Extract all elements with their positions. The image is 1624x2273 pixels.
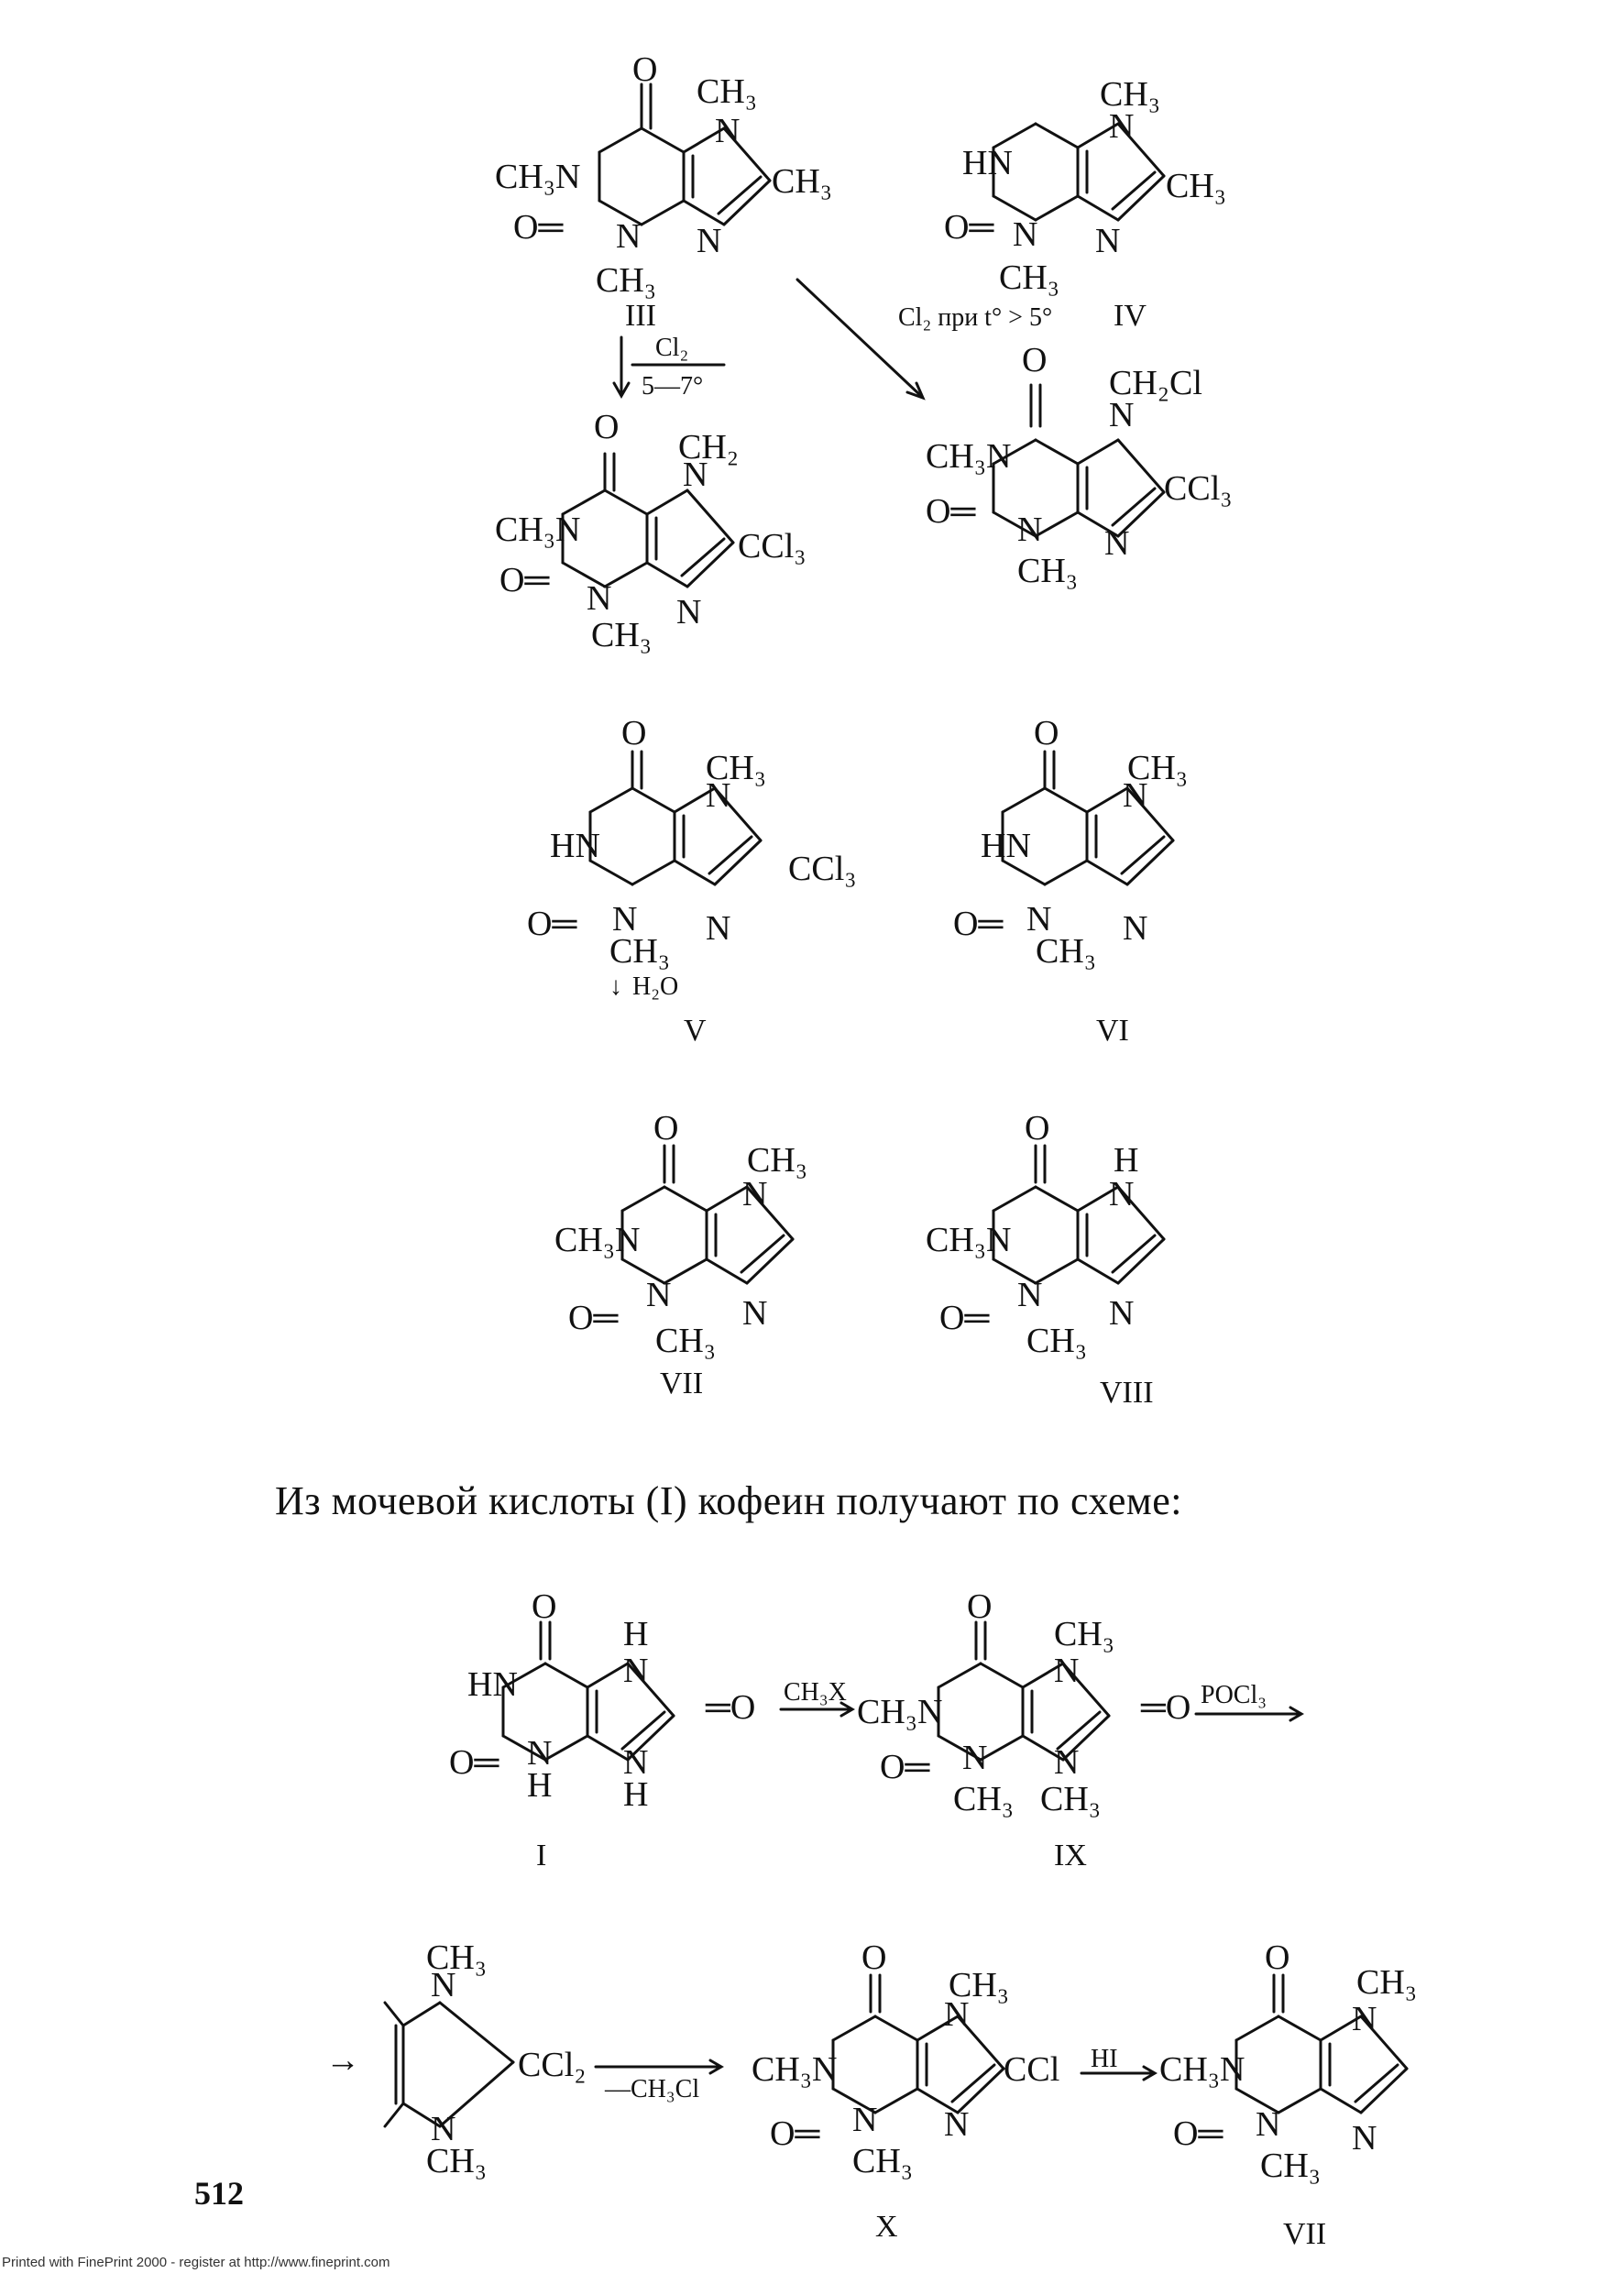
svg-text:CH₃N: CH₃N [554,1221,641,1259]
svg-text:O: O [1265,1938,1290,1977]
reagent-hi: HI [1091,2045,1118,2073]
svg-text:CH₃: CH₃ [655,1322,717,1360]
svg-text:N: N [1256,2105,1281,2144]
label-VII-final: VII [1283,2217,1327,2251]
svg-text:CH₃: CH₃ [772,162,833,201]
svg-text:O═: O═ [770,2114,820,2153]
svg-text:O: O [967,1587,993,1626]
reagent-pocl3: POCl₃ [1201,1681,1267,1709]
svg-text:CH₃: CH₃ [1036,932,1097,971]
svg-text:N: N [1026,900,1052,939]
svg-text:N: N [1352,2000,1377,2038]
structure-dichloro-intermediate [325,1938,587,2180]
svg-text:N: N [706,776,731,815]
svg-text:O═: O═ [1173,2114,1223,2153]
svg-text:CH₃N: CH₃N [926,437,1012,476]
svg-text:HN: HN [467,1665,518,1704]
svg-text:CH₃: CH₃ [747,1141,808,1180]
svg-text:N: N [706,909,731,948]
svg-text:N: N [431,1966,456,2004]
svg-text:O═: O═ [953,905,1004,943]
svg-text:CCl₃: CCl₃ [738,527,807,566]
svg-text:N: N [715,112,741,150]
svg-text:CH₃: CH₃ [1040,1780,1102,1818]
svg-text:O═: O═ [499,561,550,599]
svg-text:O: O [532,1587,557,1626]
svg-text:CH₃: CH₃ [706,749,767,787]
reagent-cl2-cond: Cl₂ при t° > 5° [898,303,1053,332]
svg-text:N: N [962,1739,988,1777]
svg-text:O: O [632,50,658,89]
svg-text:N: N [742,1294,768,1333]
svg-text:HN: HN [962,144,1013,182]
svg-text:CH₃N: CH₃N [495,511,581,549]
svg-text:N: N [676,593,702,631]
svg-text:CH₂Cl: CH₂Cl [1109,364,1202,402]
svg-text:O: O [621,714,647,752]
svg-text:N: N [683,456,708,494]
svg-text:CH₃: CH₃ [1026,1322,1088,1360]
scheme-caption: Из мочевой кислоты (I) кофеин получают по схеме: [275,1478,1183,1523]
page-number: 512 [194,2175,244,2212]
svg-text:O═: O═ [944,208,994,247]
label-VI: VI [1096,1014,1129,1048]
svg-text:N: N [1123,909,1148,948]
svg-text:O: O [1022,341,1048,379]
reagent-temp: 5—7° [642,372,704,401]
label-V: V [684,1014,707,1048]
structure-IX [857,1587,1191,1872]
label-III: III [625,299,656,333]
svg-text:CH₃: CH₃ [426,1938,488,1977]
svg-text:O═: O═ [880,1748,930,1786]
svg-text:CH₃: CH₃ [596,261,657,300]
svg-text:N: N [1109,1294,1135,1333]
svg-text:O: O [653,1109,679,1147]
print-footer: Printed with FinePrint 2000 - register at http://www.fineprint.com [2,2255,390,2270]
svg-text:O═: O═ [527,905,577,943]
svg-text:═O: ═O [1141,1688,1191,1727]
structure-IV [898,75,1226,333]
svg-text:O: O [1034,714,1059,752]
svg-text:N: N [1013,215,1038,254]
structure-VI [953,714,1188,1048]
svg-text:↓: ↓ [609,972,622,1001]
svg-text:CH₃: CH₃ [953,1780,1015,1818]
svg-text:N: N [1017,511,1043,549]
svg-text:CH₃N: CH₃N [926,1221,1012,1259]
svg-text:CH₂: CH₂ [678,428,740,467]
structure-V [527,714,857,1048]
svg-text:O═: O═ [568,1299,619,1337]
svg-text:N: N [1109,107,1135,146]
svg-text:O═: O═ [926,492,976,531]
svg-text:H: H [527,1766,553,1805]
structure-III [495,50,832,333]
svg-text:N: N [612,900,638,939]
svg-text:O═: O═ [449,1743,499,1782]
svg-text:CH₃: CH₃ [1127,749,1189,787]
svg-text:CH₃N: CH₃N [752,2050,838,2089]
svg-text:N: N [623,1743,649,1782]
label-IV: IV [1114,299,1147,333]
svg-text:N: N [1017,1276,1043,1314]
svg-text:N: N [623,1652,649,1690]
svg-text:N: N [1095,222,1121,260]
svg-text:CH₃: CH₃ [591,616,653,654]
svg-text:O: O [861,1938,887,1977]
reagent-cl2: Cl₂ [655,334,689,362]
svg-text:CH₃: CH₃ [1017,552,1079,590]
svg-text:N: N [1352,2119,1377,2158]
svg-text:N: N [616,217,642,256]
svg-text:CH₃: CH₃ [1100,75,1161,114]
svg-text:O═: O═ [939,1299,990,1337]
reagent-minus-ch3cl: —CH₃Cl [605,2075,700,2103]
svg-text:CH₃: CH₃ [1054,1615,1115,1653]
label-I: I [536,1839,547,1872]
svg-text:N: N [1104,524,1130,563]
svg-text:N: N [944,2105,970,2144]
svg-text:N: N [646,1276,672,1314]
svg-text:N: N [944,1995,970,2034]
structure-X [752,1938,1059,2244]
structure-VIII [926,1109,1164,1410]
svg-text:N: N [1123,776,1148,815]
label-X: X [875,2210,898,2244]
svg-text:→: → [325,2041,360,2080]
structure-VII [554,1109,807,1400]
svg-text:═O: ═O [706,1688,756,1727]
svg-text:N: N [587,579,612,618]
svg-text:N: N [1054,1743,1080,1782]
svg-text:H: H [623,1775,649,1814]
reagent-h2o: H₂O [632,972,679,1001]
label-VII: VII [660,1367,704,1400]
svg-text:CCl₃: CCl₃ [788,850,857,888]
svg-text:CCl₃: CCl₃ [1164,469,1233,508]
svg-text:O═: O═ [513,208,564,247]
svg-text:CH₃N: CH₃N [495,158,581,196]
svg-text:N: N [431,2110,456,2148]
svg-text:CH₃: CH₃ [949,1966,1010,2004]
svg-text:N: N [527,1734,553,1773]
svg-text:CCl: CCl [1004,2050,1060,2089]
svg-text:CH₃: CH₃ [1260,2147,1322,2185]
svg-text:N: N [697,222,722,260]
structure-III-chlorinated [495,408,807,654]
svg-text:HN: HN [550,827,600,865]
svg-text:CH₃: CH₃ [1166,167,1227,205]
svg-text:CH₃N: CH₃N [1159,2050,1245,2089]
reagent-ch3x: CH₃X [784,1678,847,1707]
label-IX: IX [1054,1839,1087,1872]
svg-text:N: N [742,1175,768,1213]
structure-IV-chlorinated [926,341,1233,590]
svg-text:CH₃: CH₃ [1356,1963,1418,2002]
svg-text:N: N [1109,396,1135,434]
svg-text:H: H [1114,1141,1139,1180]
svg-text:N: N [852,2101,878,2139]
svg-text:CH₃: CH₃ [999,258,1060,297]
svg-text:CH₃: CH₃ [697,72,758,111]
svg-text:N: N [1109,1175,1135,1213]
svg-text:CH₃: CH₃ [609,932,671,971]
svg-text:CH₃N: CH₃N [857,1693,943,1731]
structure-VII-final [1159,1938,1417,2251]
svg-text:H: H [623,1615,649,1653]
svg-text:CCl₂: CCl₂ [518,2046,587,2084]
svg-text:O: O [594,408,620,446]
svg-text:O: O [1025,1109,1050,1147]
label-VIII: VIII [1100,1376,1154,1410]
svg-text:CH₃: CH₃ [426,2142,488,2180]
structure-I [449,1587,755,1872]
svg-text:N: N [1054,1652,1080,1690]
svg-text:HN: HN [981,827,1031,865]
svg-text:CH₃: CH₃ [852,2142,914,2180]
